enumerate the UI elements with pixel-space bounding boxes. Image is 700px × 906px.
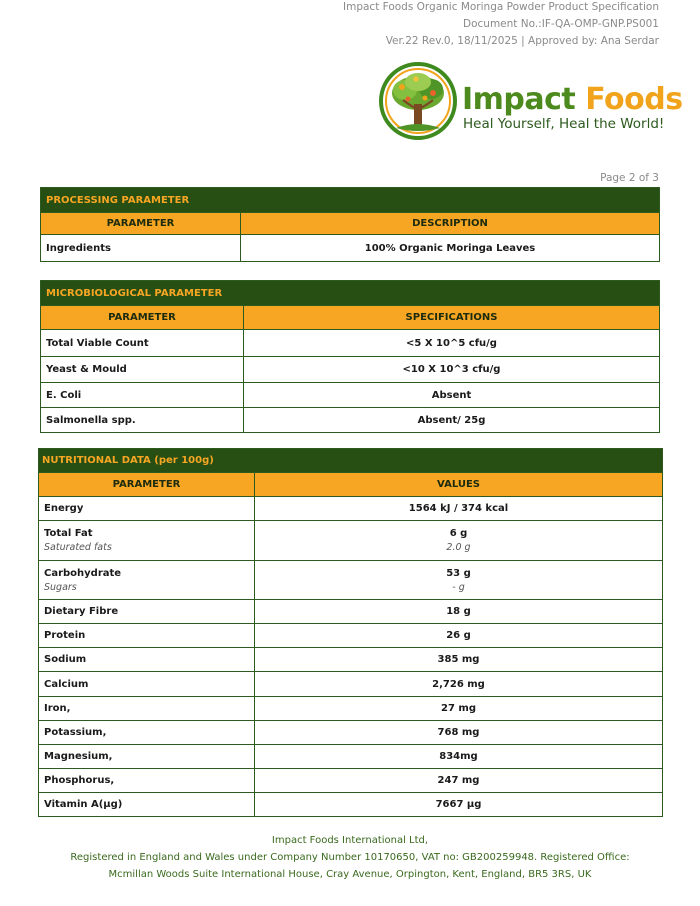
row-value: <10 X 10^3 cfu/g [244,357,660,383]
brand-name-part1: Impact [462,82,576,117]
row-parameter: Calcium [39,672,255,697]
row-parameter: Ingredients [41,235,241,262]
row-value: 27 mg [255,697,663,721]
processing-title: PROCESSING PARAMETER [41,188,660,213]
column-header-parameter: PARAMETER [41,213,241,235]
table-row [39,697,663,721]
column-header-values: VALUES [255,473,663,497]
row-value [255,521,663,561]
column-header-specifications: SPECIFICATIONS [244,306,660,330]
nutrition-table [38,448,663,817]
table-row [39,561,663,600]
row-parameter: Phosphorus, [39,769,255,793]
row-parameter: Potassium, [39,721,255,745]
micro-table [40,280,660,433]
row-parameter: Yeast & Mould [41,357,244,383]
tree-logo-icon [378,60,458,142]
table-row [41,383,660,408]
row-value: 385 mg [255,648,663,672]
table-header-row [41,213,660,235]
row-subvalue: - g [452,581,465,593]
row-value: 768 mg [255,721,663,745]
footer-company: Impact Foods International Ltd, [271,835,429,846]
row-parameter: Salmonella spp. [41,408,244,433]
column-header-parameter: PARAMETER [41,306,244,330]
table-header-row [39,473,663,497]
row-subparameter: Sugars [44,581,77,593]
row-value: Absent/ 25g [244,408,660,433]
table-row [41,235,660,262]
row-parameter: Total Viable Count [41,330,244,357]
document-number: Document No.:IF-QA-OMP-GNP.PS001 [463,18,659,30]
processing-table [40,187,660,262]
row-value-main: 6 g [449,528,468,539]
table-row [39,600,663,624]
table-row [41,330,660,357]
row-parameter-main: Carbohydrate [44,567,122,579]
row-value: 1564 kJ / 374 kcal [255,497,663,521]
brand-name [462,82,683,117]
row-parameter: Protein [39,624,255,648]
table-row [39,793,663,817]
table-title-row [39,449,663,473]
row-subparameter: Saturated fats [44,542,112,553]
table-row [39,521,663,561]
row-value: 247 mg [255,769,663,793]
table-header-row [41,306,660,330]
row-parameter: Vitamin A(µg) [39,793,255,817]
row-value: 18 g [255,600,663,624]
brand-tagline: Heal Yourself, Heal the World! [463,116,665,132]
row-value: 7667 µg [255,793,663,817]
document-title: Impact Foods Organic Moringa Powder Product Specification [343,1,659,13]
table-title-row [41,281,660,306]
table-row [39,624,663,648]
table-title-row [41,188,660,213]
row-parameter-main: Total Fat [44,528,93,539]
version-approval: Ver.22 Rev.0, 18/11/2025 | Approved by: Ana Serdar [385,35,659,47]
table-row [39,721,663,745]
column-header-description: DESCRIPTION [241,213,660,235]
table-row [39,769,663,793]
footer-registration: Registered in England and Wales under Company Number 10170650, VAT no: GB200259948. Registered Office: [70,852,630,863]
row-parameter: Dietary Fibre [39,600,255,624]
brand-name-part2: Foods [585,82,683,117]
row-parameter: Magnesium, [39,745,255,769]
row-parameter: Sodium [39,648,255,672]
row-value [255,561,663,600]
footer-address: Mcmillan Woods Suite International House, Cray Avenue, Orpington, Kent, England, BR5 3RS, UK [108,869,592,880]
table-row [39,745,663,769]
table-row [41,408,660,433]
row-value: 26 g [255,624,663,648]
micro-title: MICROBIOLOGICAL PARAMETER [41,281,660,306]
row-value: 100% Organic Moringa Leaves [241,235,660,262]
row-parameter: Iron, [39,697,255,721]
row-value: Absent [244,383,660,408]
row-parameter [39,521,255,561]
row-value-main: 53 g [446,567,471,579]
nutrition-title: NUTRITIONAL DATA (per 100g) [39,449,663,473]
page-number: Page 2 of 3 [600,172,659,184]
table-row [39,648,663,672]
column-header-parameter: PARAMETER [39,473,255,497]
row-subvalue: 2.0 g [446,542,471,553]
row-value: <5 X 10^5 cfu/g [244,330,660,357]
table-row [39,672,663,697]
row-value: 2,726 mg [255,672,663,697]
row-value: 834mg [255,745,663,769]
row-parameter [39,561,255,600]
table-row [41,357,660,383]
row-parameter: E. Coli [41,383,244,408]
table-row [39,497,663,521]
row-parameter: Energy [39,497,255,521]
